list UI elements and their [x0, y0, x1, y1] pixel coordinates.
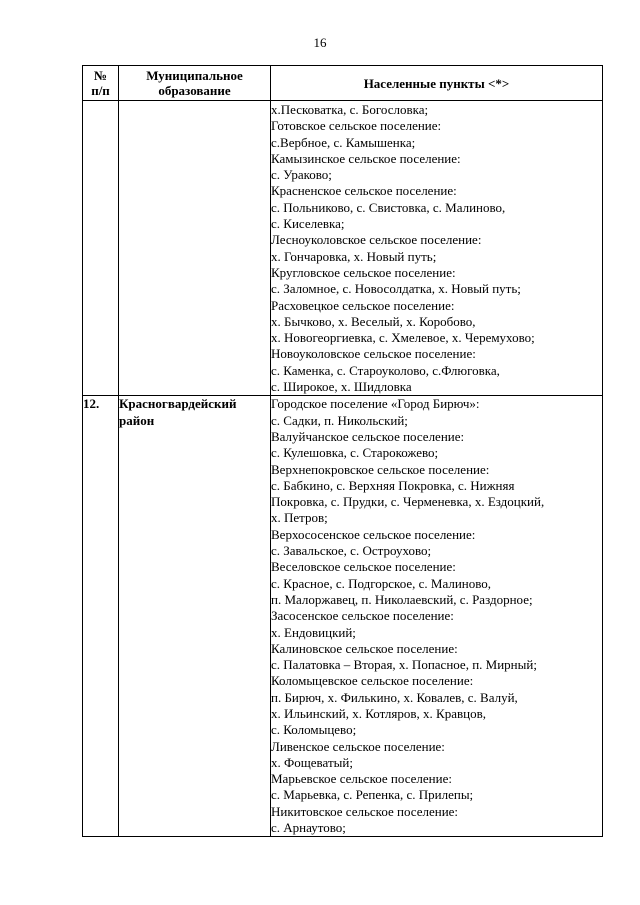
settlement-line: х. Ендовицкий; [271, 624, 356, 640]
row-settlements [271, 101, 603, 396]
settlement-line: х. Петров; [271, 510, 328, 526]
settlement-line: х.Песковатка, с. Богословка; [271, 102, 429, 117]
settlement-line: с. Марьевка, с. Репенка, с. Прилепы; [271, 787, 474, 803]
settlement-line: Валуйчанское сельское поселение: [271, 428, 465, 444]
settlement-line: Ливенское сельское поселение: [271, 738, 445, 754]
settlement-line: с. Широкое, х. Шидловка [271, 379, 412, 395]
settlement-line: Марьевское сельское поселение: [271, 771, 452, 787]
settlement-line: Покровка, с. Прудки, с. Черменевка, х. Ездоцкий, [271, 494, 545, 510]
settlement-line: Готовское сельское поселение: [271, 118, 442, 134]
header-municipality-line2: образование [158, 83, 231, 98]
table-row [83, 101, 603, 396]
settlement-line: Верхнепокровское сельское поселение: [271, 461, 490, 477]
row-municipality [119, 396, 271, 837]
settlement-line: Камызинское сельское поселение: [271, 150, 461, 166]
table-header-row [83, 66, 603, 101]
settlement-line: с. Завальское, с. Остроухово; [271, 543, 432, 559]
settlement-line: Коломыцевское сельское поселение: [271, 673, 474, 689]
settlement-line: с. Арнаутово; [271, 820, 346, 836]
header-number-line2: п/п [91, 83, 110, 98]
header-settlements: Населенные пункты <*> [271, 66, 603, 101]
settlement-line: с. Кулешовка, с. Старокожево; [271, 445, 439, 461]
header-municipality [119, 66, 271, 101]
settlement-line: х. Новогеоргиевка, с. Хмелевое, х. Черемухово; [271, 330, 535, 346]
settlement-line: с. Коломыцево; [271, 722, 357, 738]
row-number: 12. [83, 396, 119, 837]
settlement-line: х. Гончаровка, х. Новый путь; [271, 248, 437, 264]
settlement-line: с.Вербное, с. Камышенка; [271, 134, 416, 150]
table-row [83, 396, 603, 837]
settlement-line: Кругловское сельское поселение: [271, 264, 456, 280]
settlement-line: с. Заломное, с. Новосолдатка, х. Новый путь; [271, 281, 521, 297]
settlement-line: п. Малоржавец, п. Николаевский, с. Раздорное; [271, 591, 533, 607]
settlement-line: с. Палатовка – Вторая, х. Попасное, п. Мирный; [271, 657, 537, 673]
settlement-line: х. Ильинский, х. Котляров, х. Кравцов, [271, 705, 486, 721]
settlement-line: с. Бабкино, с. Верхняя Покровка, с. Нижняя [271, 477, 515, 493]
settlement-line: Засосенское сельское поселение: [271, 608, 454, 624]
settlement-line: Верхососенское сельское поселение: [271, 526, 476, 542]
settlement-line: с. Красное, с. Подгорское, с. Малиново, [271, 575, 492, 591]
settlement-line: Городское поселение «Город Бирюч»: [271, 396, 480, 412]
row-settlements [271, 396, 603, 837]
header-municipality-line1: Муниципальное [146, 68, 243, 83]
municipality-line: район [119, 412, 155, 428]
settlement-line: х. Фощеватый; [271, 754, 353, 770]
settlement-line: с. Садки, п. Никольский; [271, 412, 408, 428]
settlement-line: х. Бычково, х. Веселый, х. Коробово, [271, 313, 476, 329]
settlement-line: Расховецкое сельское поселение: [271, 297, 455, 313]
settlement-line: Красненское сельское поселение: [271, 183, 457, 199]
settlement-line: Никитовское сельское поселение: [271, 803, 459, 819]
municipality-line: Красногвардейский [119, 396, 237, 412]
settlement-line: с. Польниково, с. Свистовка, с. Малиново, [271, 199, 506, 215]
settlement-line: Новоуколовское сельское поселение: [271, 346, 476, 362]
settlement-line: с. Ураково; [271, 167, 332, 183]
header-number-line1: № [93, 68, 108, 83]
page-number: 16 [313, 35, 327, 50]
settlement-line: Веселовское сельское поселение: [271, 559, 456, 575]
row-number [83, 101, 119, 396]
settlement-line: Калиновское сельское поселение: [271, 640, 458, 656]
row-municipality [119, 101, 271, 396]
settlements-table [82, 65, 603, 837]
settlement-line: Лесноуколовское сельское поселение: [271, 232, 482, 248]
settlement-line: с. Киселевка; [271, 216, 345, 232]
settlement-line: с. Каменка, с. Староуколово, с.Флюговка, [271, 362, 500, 378]
settlement-line: п. Бирюч, х. Филькино, х. Ковалев, с. Валуй, [271, 689, 518, 705]
header-number [83, 66, 119, 101]
